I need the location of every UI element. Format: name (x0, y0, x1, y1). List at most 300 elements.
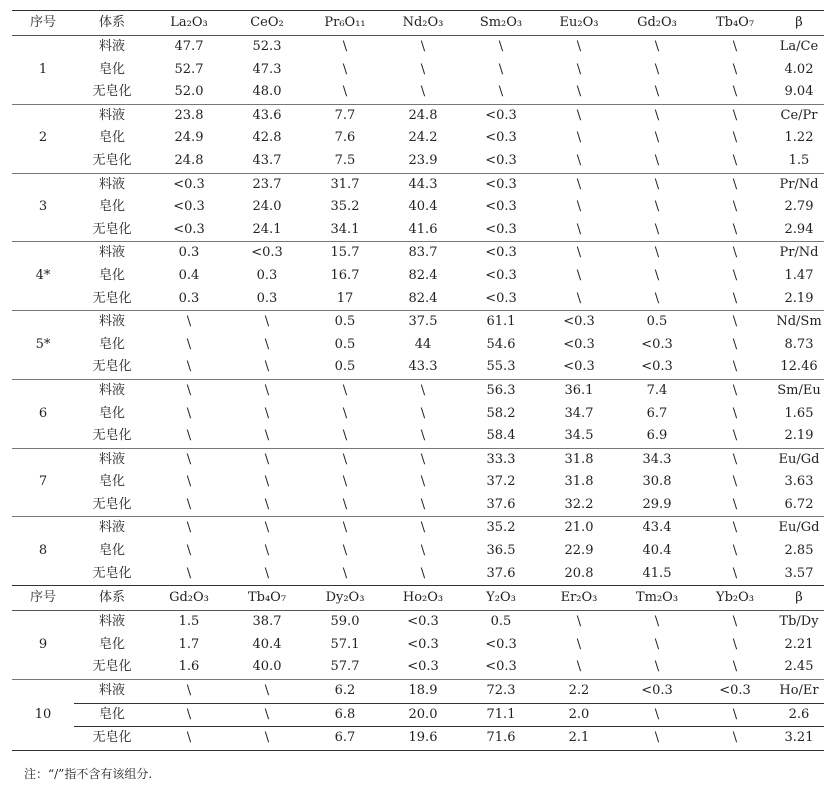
beta-cell: Pr/Nd (774, 242, 824, 265)
value-cell: \ (342, 61, 348, 77)
value-cell: 34.7 (564, 405, 594, 421)
value-cell: 7.6 (334, 130, 356, 146)
value-cell: \ (306, 517, 384, 540)
value-cell: \ (228, 703, 306, 727)
beta-cell: 2.21 (784, 636, 814, 652)
value-cell: \ (228, 517, 306, 540)
table-row (12, 448, 824, 471)
value-cell: 1.6 (178, 659, 200, 675)
value-cell: \ (732, 199, 738, 215)
table-row (12, 150, 824, 173)
value-cell: \ (618, 703, 696, 727)
value-cell: 0.5 (490, 614, 512, 630)
value-cell: <0.3 (407, 614, 439, 630)
value-cell: \ (732, 221, 738, 237)
system-cell: 皂化 (98, 199, 125, 215)
value-cell: 7.7 (306, 104, 384, 127)
value-cell: 0.5 (306, 311, 384, 334)
beta-cell: 2.85 (784, 543, 814, 559)
value-cell: \ (654, 84, 660, 100)
header-row (12, 11, 824, 36)
value-cell: \ (696, 379, 774, 402)
value-cell: 24.0 (252, 199, 282, 215)
header-index: 序号 (12, 11, 74, 36)
value-cell: 43.4 (618, 517, 696, 540)
value-cell: <0.3 (485, 199, 517, 215)
value-cell: 34.5 (564, 428, 594, 444)
system-cell: 料液 (74, 242, 150, 265)
value-cell: \ (150, 680, 228, 704)
value-cell: <0.3 (641, 359, 673, 375)
value-cell: 55.3 (486, 359, 516, 375)
table-body (12, 11, 824, 751)
system-cell: 无皂化 (92, 290, 132, 306)
value-cell: \ (576, 659, 582, 675)
value-cell: 2.2 (540, 680, 618, 704)
value-cell: 41.6 (408, 221, 438, 237)
value-cell: 7.4 (618, 379, 696, 402)
value-cell: 33.3 (462, 448, 540, 471)
beta-cell: 8.73 (784, 336, 814, 352)
header-system: 体系 (74, 586, 150, 611)
value-cell: \ (420, 84, 426, 100)
value-cell: \ (150, 311, 228, 334)
value-cell: 20.8 (564, 565, 594, 581)
value-cell: \ (732, 290, 738, 306)
group-number: 6 (12, 379, 74, 448)
value-cell: \ (732, 614, 738, 630)
table-row (12, 471, 824, 494)
value-cell: \ (618, 727, 696, 751)
group-number: 2 (12, 104, 74, 173)
value-cell: 40.4 (252, 636, 282, 652)
value-cell: 24.1 (252, 221, 282, 237)
value-cell: 1.7 (178, 636, 200, 652)
table-row (12, 517, 824, 540)
value-cell: \ (732, 636, 738, 652)
value-cell: \ (654, 636, 660, 652)
value-cell: \ (696, 727, 774, 751)
value-cell: 23.8 (150, 104, 228, 127)
value-cell: 23.7 (228, 173, 306, 196)
value-cell: 30.8 (642, 474, 672, 490)
beta-cell: 2.19 (784, 428, 814, 444)
value-cell: \ (420, 61, 426, 77)
beta-cell: 2.6 (774, 703, 824, 727)
value-cell: \ (732, 496, 738, 512)
value-cell: \ (654, 659, 660, 675)
system-cell: 料液 (98, 614, 125, 630)
value-cell: \ (264, 359, 270, 375)
value-cell: \ (264, 336, 270, 352)
value-cell: \ (576, 39, 582, 54)
value-cell: \ (576, 221, 582, 237)
value-cell: \ (228, 680, 306, 704)
value-cell: \ (696, 242, 774, 265)
table-row (12, 288, 824, 311)
value-cell: 40.0 (252, 659, 282, 675)
value-cell: \ (654, 199, 660, 215)
value-cell: <0.3 (485, 152, 517, 168)
value-cell: \ (264, 474, 270, 490)
header-oxide: Nd₂O₃ (384, 11, 462, 36)
beta-cell: 3.57 (784, 565, 814, 581)
system-cell: 料液 (74, 448, 150, 471)
value-cell: \ (342, 565, 348, 581)
value-cell: \ (264, 405, 270, 421)
value-cell: <0.3 (485, 267, 517, 283)
value-cell: 6.7 (646, 405, 668, 421)
value-cell: \ (342, 496, 348, 512)
beta-cell: 2.45 (784, 659, 814, 675)
value-cell: \ (498, 61, 504, 77)
value-cell: 23.9 (408, 152, 438, 168)
value-cell: \ (732, 152, 738, 168)
table-row (12, 36, 824, 59)
value-cell: 6.7 (306, 727, 384, 751)
group-number: 7 (12, 448, 74, 517)
header-oxide: Gd₂O₃ (150, 586, 228, 611)
header-oxide: Yb₂O₃ (696, 586, 774, 611)
beta-cell: Eu/Gd (774, 517, 824, 540)
table-row (12, 196, 824, 219)
value-cell: 1.5 (178, 614, 200, 630)
system-cell: 皂化 (98, 543, 125, 559)
value-cell: <0.3 (485, 130, 517, 146)
value-cell: 35.2 (462, 517, 540, 540)
header-beta: β (774, 11, 824, 36)
value-cell: \ (264, 543, 270, 559)
value-cell: 57.7 (330, 659, 360, 675)
value-cell: <0.3 (563, 359, 595, 375)
value-cell: \ (186, 359, 192, 375)
value-cell: \ (654, 152, 660, 168)
value-cell: 38.7 (252, 614, 282, 630)
value-cell: 59.0 (330, 614, 360, 630)
value-cell: 48.0 (252, 84, 282, 100)
value-cell: \ (186, 428, 192, 444)
value-cell: \ (540, 242, 618, 265)
value-cell: \ (186, 543, 192, 559)
table-row (12, 494, 824, 517)
value-cell: \ (576, 130, 582, 146)
value-cell: \ (264, 565, 270, 581)
value-cell: \ (576, 84, 582, 100)
value-cell: \ (732, 130, 738, 146)
value-cell: 29.9 (642, 496, 672, 512)
value-cell: \ (384, 379, 462, 402)
value-cell: 40.4 (642, 543, 672, 559)
value-cell: \ (696, 517, 774, 540)
beta-cell: La/Ce (779, 39, 819, 54)
value-cell: 58.4 (486, 428, 516, 444)
value-cell: \ (498, 84, 504, 100)
value-cell: \ (342, 84, 348, 100)
value-cell: 24.9 (174, 130, 204, 146)
value-cell: \ (150, 727, 228, 751)
value-cell: \ (576, 199, 582, 215)
value-cell: \ (306, 379, 384, 402)
group-number: 5* (12, 311, 74, 380)
header-oxide: Dy₂O₃ (306, 586, 384, 611)
value-cell: \ (576, 267, 582, 283)
value-cell: 58.2 (486, 405, 516, 421)
header-oxide: Gd₂O₃ (618, 11, 696, 36)
table-row (12, 104, 824, 127)
value-cell: \ (342, 39, 348, 54)
value-cell: \ (420, 39, 426, 54)
group-number: 4* (12, 242, 74, 311)
table-footnote: 注：“/”指不含有该组分. (24, 767, 153, 781)
value-cell: \ (384, 448, 462, 471)
system-cell: 料液 (74, 680, 150, 704)
value-cell: \ (420, 565, 426, 581)
value-cell: 34.1 (330, 221, 360, 237)
beta-cell: Sm/Eu (774, 379, 824, 402)
value-cell: 56.3 (462, 379, 540, 402)
value-cell: 82.4 (408, 290, 438, 306)
value-cell: 44.3 (384, 173, 462, 196)
value-cell: 0.4 (178, 267, 200, 283)
value-cell: 35.2 (330, 199, 360, 215)
beta-cell: 4.02 (784, 61, 814, 77)
value-cell: 47.7 (174, 39, 204, 54)
system-cell: 无皂化 (92, 221, 132, 237)
table-row (12, 634, 824, 657)
value-cell: \ (540, 173, 618, 196)
value-cell: 47.3 (252, 61, 282, 77)
header-index: 序号 (12, 586, 74, 611)
beta-cell: 9.04 (784, 84, 814, 100)
table-row (12, 727, 824, 751)
beta-cell: Ce/Pr (774, 104, 824, 127)
value-cell: \ (264, 428, 270, 444)
header-oxide: Tm₂O₃ (618, 586, 696, 611)
table-row (12, 265, 824, 288)
value-cell: 2.1 (540, 727, 618, 751)
value-cell: 0.5 (334, 336, 356, 352)
value-cell: <0.3 (696, 680, 774, 704)
value-cell: \ (732, 543, 738, 559)
table-row (12, 81, 824, 104)
value-cell: \ (420, 496, 426, 512)
value-cell: 0.3 (150, 242, 228, 265)
value-cell: 44 (414, 336, 432, 352)
value-cell: \ (186, 336, 192, 352)
value-cell: \ (264, 496, 270, 512)
value-cell: <0.3 (150, 173, 228, 196)
value-cell: 43.6 (228, 104, 306, 127)
value-cell: 37.5 (384, 311, 462, 334)
value-cell: \ (732, 336, 738, 352)
system-cell: 料液 (74, 379, 150, 402)
value-cell: \ (654, 61, 660, 77)
beta-cell: 1.47 (784, 267, 814, 283)
value-cell: <0.3 (485, 221, 517, 237)
value-cell: \ (696, 311, 774, 334)
beta-cell: Pr/Nd (774, 173, 824, 196)
value-cell: \ (228, 379, 306, 402)
value-cell: \ (696, 703, 774, 727)
beta-cell: 12.46 (780, 359, 818, 375)
value-cell: 0.3 (178, 290, 200, 306)
value-cell: \ (618, 104, 696, 127)
value-cell: \ (186, 405, 192, 421)
value-cell: 6.9 (646, 428, 668, 444)
value-cell: <0.3 (407, 636, 439, 652)
value-cell: \ (732, 474, 738, 490)
value-cell: 52.7 (174, 61, 204, 77)
value-cell: \ (732, 405, 738, 421)
value-cell: <0.3 (485, 636, 517, 652)
value-cell: 42.8 (252, 130, 282, 146)
group-number: 1 (38, 61, 48, 77)
table-row (12, 703, 824, 727)
value-cell: <0.3 (407, 659, 439, 675)
value-cell: 24.8 (384, 104, 462, 127)
beta-cell: 6.72 (784, 496, 814, 512)
beta-cell: 1.65 (784, 405, 814, 421)
table-row (12, 311, 824, 334)
header-row (12, 586, 824, 611)
value-cell: <0.3 (173, 221, 205, 237)
header-oxide: Pr₆O₁₁ (306, 11, 384, 36)
value-cell: 61.1 (462, 311, 540, 334)
value-cell: 41.5 (642, 565, 672, 581)
table-row (12, 334, 824, 357)
value-cell: \ (654, 130, 660, 146)
value-cell: \ (618, 173, 696, 196)
value-cell: 36.1 (540, 379, 618, 402)
header-oxide: CeO₂ (228, 11, 306, 36)
system-cell: 皂化 (98, 336, 125, 352)
value-cell: 0.5 (334, 359, 356, 375)
value-cell: 15.7 (306, 242, 384, 265)
value-cell: \ (384, 517, 462, 540)
value-cell: \ (732, 84, 738, 100)
value-cell: \ (732, 267, 738, 283)
value-cell: \ (732, 428, 738, 444)
value-cell: \ (732, 659, 738, 675)
value-cell: \ (576, 152, 582, 168)
value-cell: \ (498, 39, 504, 54)
value-cell: <0.3 (462, 173, 540, 196)
value-cell: <0.3 (563, 336, 595, 352)
system-cell: 皂化 (98, 61, 125, 77)
value-cell: \ (732, 61, 738, 77)
table-row (12, 356, 824, 379)
beta-cell: 3.21 (774, 727, 824, 751)
system-cell: 皂化 (98, 267, 125, 283)
system-cell: 无皂化 (92, 659, 132, 675)
beta-cell: 2.19 (784, 290, 814, 306)
value-cell: \ (150, 448, 228, 471)
group-number: 10 (12, 680, 74, 751)
value-cell: 32.2 (564, 496, 594, 512)
value-cell: 6.8 (306, 703, 384, 727)
value-cell: \ (342, 543, 348, 559)
header-oxide: Sm₂O₃ (462, 11, 540, 36)
system-cell: 皂化 (98, 405, 125, 421)
header-oxide: Eu₂O₃ (540, 11, 618, 36)
value-cell: \ (420, 428, 426, 444)
header-oxide: Tb₄O₇ (696, 11, 774, 36)
value-cell: <0.3 (485, 659, 517, 675)
table-row (12, 173, 824, 196)
system-cell: 无皂化 (74, 727, 150, 751)
value-cell: 37.6 (486, 496, 516, 512)
system-cell: 皂化 (98, 474, 125, 490)
value-cell: \ (186, 565, 192, 581)
beta-cell: Tb/Dy (779, 614, 819, 630)
value-cell: \ (342, 405, 348, 421)
system-cell: 无皂化 (92, 359, 132, 375)
beta-cell: 2.79 (784, 199, 814, 215)
header-oxide: La₂O₃ (150, 11, 228, 36)
value-cell: <0.3 (618, 680, 696, 704)
beta-cell: 3.63 (784, 474, 814, 490)
header-system: 体系 (74, 11, 150, 36)
value-cell: \ (420, 405, 426, 421)
table-row (12, 403, 824, 426)
value-cell: 21.0 (540, 517, 618, 540)
value-cell: 82.4 (408, 267, 438, 283)
value-cell: 0.5 (618, 311, 696, 334)
value-cell: 34.3 (618, 448, 696, 471)
value-cell: \ (342, 428, 348, 444)
value-cell: 16.7 (330, 267, 360, 283)
value-cell: \ (618, 242, 696, 265)
value-cell: \ (150, 379, 228, 402)
value-cell: 0.3 (256, 290, 278, 306)
value-cell: \ (228, 448, 306, 471)
value-cell: \ (420, 474, 426, 490)
value-cell: 31.7 (306, 173, 384, 196)
table-row (12, 680, 824, 704)
system-cell: 料液 (74, 311, 150, 334)
value-cell: 71.1 (462, 703, 540, 727)
table-row (12, 379, 824, 402)
value-cell: 18.9 (384, 680, 462, 704)
system-cell: 无皂化 (92, 496, 132, 512)
value-cell: \ (654, 290, 660, 306)
header-oxide: Ho₂O₃ (384, 586, 462, 611)
value-cell: <0.3 (485, 290, 517, 306)
value-cell: \ (732, 565, 738, 581)
beta-cell: Ho/Er (774, 680, 824, 704)
value-cell: 37.6 (486, 565, 516, 581)
value-cell: \ (420, 543, 426, 559)
value-cell: 40.4 (408, 199, 438, 215)
value-cell: 0.3 (256, 267, 278, 283)
rare-earth-composition-table (12, 10, 824, 751)
beta-cell: 2.94 (784, 221, 814, 237)
value-cell: \ (576, 61, 582, 77)
value-cell: 72.3 (462, 680, 540, 704)
table-row (12, 127, 824, 150)
value-cell: \ (150, 517, 228, 540)
group-number: 8 (12, 517, 74, 586)
beta-cell: Eu/Gd (774, 448, 824, 471)
header-beta: β (774, 586, 824, 611)
value-cell: 2.0 (540, 703, 618, 727)
value-cell: \ (342, 474, 348, 490)
system-cell: 皂化 (98, 636, 125, 652)
table-row (12, 219, 824, 242)
value-cell: \ (306, 448, 384, 471)
header-oxide: Y₂O₃ (462, 586, 540, 611)
system-cell: 无皂化 (92, 152, 132, 168)
